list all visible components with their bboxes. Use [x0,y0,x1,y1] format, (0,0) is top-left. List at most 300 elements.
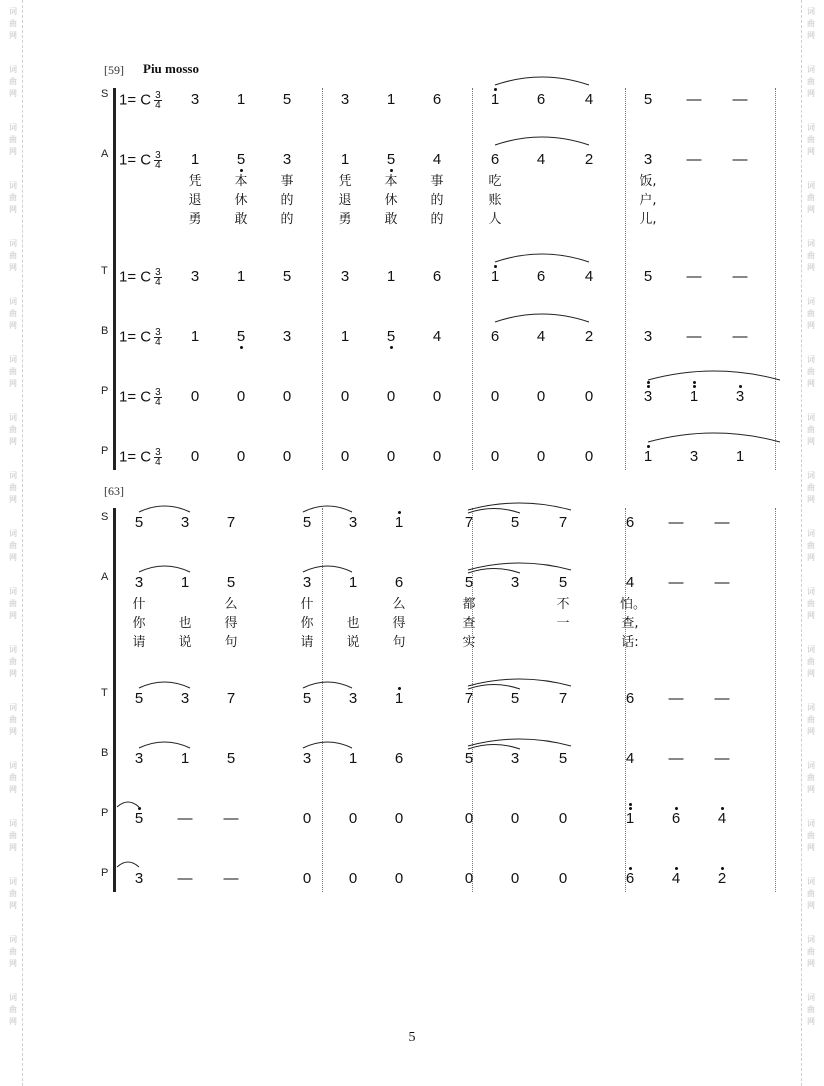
part-label: A [101,571,109,583]
watermark-char: 词 [807,645,815,654]
jianpu-note: 5 [464,574,474,591]
jianpu-note: 3 [340,91,350,108]
jianpu-note: — [686,151,702,168]
watermark-strip-right [801,0,820,1086]
jianpu-note: 4 [536,328,546,345]
lyric-syllable: 退 [338,193,352,208]
jianpu-note: 0 [386,388,396,405]
lyric-syllable: 么 [392,597,406,612]
time-denominator: 4 [155,160,161,171]
jianpu-note: 1 [389,690,409,708]
watermark-char: 词 [9,703,17,712]
jianpu-note: 1 [638,448,658,466]
jianpu-note: 5 [510,514,520,531]
lyric-syllable: 勇 [338,212,352,227]
lyric-syllable: 敢 [234,212,248,227]
jianpu-note: 3 [302,574,312,591]
jianpu-note: 6 [432,268,442,285]
watermark-strip-left [4,0,23,1086]
watermark-char: 词 [9,819,17,828]
watermark-group [807,528,815,564]
part-label: P [101,807,109,819]
watermark-char: 网 [807,843,815,852]
jianpu-note: 6 [666,810,686,828]
jianpu-note: 3 [348,690,358,707]
octave-dot-above [629,807,632,810]
jianpu-note: 4 [625,574,635,591]
jianpu-note: 0 [464,810,474,827]
watermark-group [9,876,17,912]
slur [468,503,571,510]
jianpu-note: 5 [643,268,653,285]
jianpu-note: 2 [584,151,594,168]
time-numerator: 3 [155,90,161,101]
watermark-char: 词 [807,587,815,596]
key-signature [119,388,162,407]
octave-dot-above [647,381,650,384]
key-signature [119,328,162,347]
jianpu-note: 6 [490,328,500,345]
watermark-group [807,64,815,100]
watermark-char: 词 [807,935,815,944]
jianpu-note: 3 [510,574,520,591]
jianpu-note: — [668,514,684,531]
watermark-char: 曲 [9,599,17,608]
watermark-char: 词 [9,123,17,132]
jianpu-note: 2 [584,328,594,345]
jianpu-note: — [732,328,748,345]
jianpu-note: 1 [485,91,505,109]
jianpu-note: 0 [302,810,312,827]
slur [139,742,190,748]
slur [468,739,571,746]
watermark-group [9,354,17,390]
jianpu-note: 5 [464,750,474,767]
watermark-char: 网 [9,669,17,678]
watermark-char: 词 [807,819,815,828]
jianpu-note: — [732,151,748,168]
lyric-syllable: 你 [300,616,314,631]
jianpu-note: 5 [558,574,568,591]
jianpu-note: 5 [282,268,292,285]
part-label: T [101,265,108,277]
jianpu-note: 3 [134,574,144,591]
watermark-char: 网 [9,263,17,272]
watermark-char: 网 [9,611,17,620]
watermark-char: 网 [807,727,815,736]
jianpu-note: 0 [394,870,404,887]
lyric-syllable: 查, [621,616,639,631]
jianpu-note: 4 [432,328,442,345]
key-text: 1= C [119,91,152,109]
lyric-syllable: 凭 [338,174,352,189]
slur [303,682,352,688]
watermark-char: 词 [9,297,17,306]
lyric-syllable: 查 [462,616,476,631]
measure-number: [59] [104,63,124,77]
key-text: 1= C [119,448,152,466]
lyric-syllable: 事 [430,174,444,189]
jianpu-note: 3 [180,514,190,531]
watermark-char: 曲 [807,309,815,318]
watermark-char: 曲 [9,1005,17,1014]
key-text: 1= C [119,328,152,346]
slur [495,314,589,322]
watermark-group [807,412,815,448]
watermark-char: 词 [9,935,17,944]
part-label: P [101,445,109,457]
watermark-group [9,6,17,42]
watermark-char: 词 [9,529,17,538]
time-numerator: 3 [155,327,161,338]
watermark-char: 曲 [807,889,815,898]
watermark-group [9,702,17,738]
slur [648,371,780,380]
watermark-char: 网 [807,495,815,504]
jianpu-note: 6 [536,268,546,285]
octave-dot-above [629,867,632,870]
barline [775,88,776,470]
slur [495,254,589,262]
jianpu-note: 5 [231,151,251,169]
jianpu-note: 0 [432,448,442,465]
time-numerator: 3 [155,387,161,398]
jianpu-note: 1 [389,514,409,532]
key-signature [119,268,162,287]
octave-dot-above [647,445,650,448]
watermark-char: 词 [9,993,17,1002]
part-label: P [101,385,109,397]
jianpu-note: 6 [536,91,546,108]
lyric-syllable: 请 [300,635,314,650]
jianpu-note: 6 [625,514,635,531]
octave-dot-above [721,807,724,810]
jianpu-note: 0 [490,388,500,405]
jianpu-note: 1 [348,750,358,767]
jianpu-note: 5 [134,514,144,531]
octave-dot-above [693,381,696,384]
jianpu-note: — [714,690,730,707]
jianpu-note: 5 [381,151,401,169]
jianpu-note: 6 [625,690,635,707]
watermark-char: 曲 [807,773,815,782]
jianpu-note: 0 [282,388,292,405]
jianpu-note: — [732,268,748,285]
watermark-char: 曲 [807,541,815,550]
watermark-char: 网 [9,553,17,562]
lyric-syllable: 么 [224,597,238,612]
jianpu-note: 0 [510,810,520,827]
jianpu-note: 1 [386,91,396,108]
watermark-char: 网 [9,89,17,98]
watermark-char: 词 [807,297,815,306]
octave-dot-above [398,511,401,514]
lyric-syllable: 事 [280,174,294,189]
slur [468,563,571,570]
watermark-char: 曲 [9,831,17,840]
jianpu-note: 0 [302,870,312,887]
jianpu-note: 6 [394,750,404,767]
lyric-syllable: 休 [384,193,398,208]
watermark-char: 网 [9,959,17,968]
lyric-syllable: 本 [384,174,398,189]
jianpu-note: 7 [464,514,474,531]
jianpu-note: 3 [643,151,653,168]
jianpu-note: 1 [236,268,246,285]
jianpu-note: 3 [282,328,292,345]
part-label: P [101,867,109,879]
octave-dot-above [647,385,650,388]
jianpu-note: 3 [180,690,190,707]
jianpu-note: 6 [394,574,404,591]
jianpu-note: 5 [226,750,236,767]
jianpu-note: 1 [386,268,396,285]
jianpu-note: 0 [536,388,546,405]
watermark-char: 词 [807,123,815,132]
watermark-char: 曲 [9,657,17,666]
jianpu-note: 1 [180,574,190,591]
time-denominator: 4 [155,277,161,288]
tempo-marking: Piu mosso [143,61,199,76]
jianpu-note: 5 [302,514,312,531]
jianpu-note: — [714,574,730,591]
lyric-syllable: 吃 [488,174,502,189]
jianpu-note: — [686,268,702,285]
watermark-char: 词 [9,7,17,16]
watermark-char: 网 [9,437,17,446]
slur [495,137,589,145]
lyric-syllable: 实 [462,635,476,650]
key-signature [119,91,162,110]
octave-dot-above [138,807,141,810]
watermark-group [807,702,815,738]
watermark-group [807,296,815,332]
watermark-char: 曲 [9,541,17,550]
watermark-char: 词 [9,65,17,74]
watermark-char: 曲 [807,77,815,86]
watermark-char: 网 [9,901,17,910]
watermark-char: 曲 [9,135,17,144]
watermark-char: 曲 [807,657,815,666]
watermark-char: 网 [807,31,815,40]
jianpu-note: — [714,514,730,531]
jianpu-note: 4 [584,91,594,108]
watermark-char: 词 [807,413,815,422]
watermark-char: 曲 [9,715,17,724]
key-signature [119,448,162,467]
watermark-char: 曲 [807,367,815,376]
watermark-group [9,238,17,274]
jianpu-note: 3 [302,750,312,767]
watermark-group [807,586,815,622]
time-signature [154,268,162,287]
lyric-syllable: 本 [234,174,248,189]
octave-dot-above [739,385,742,388]
jianpu-note: 4 [536,151,546,168]
jianpu-note: 3 [340,268,350,285]
watermark-group [9,586,17,622]
jianpu-note: 0 [584,388,594,405]
watermark-group [9,644,17,680]
jianpu-note: 1 [348,574,358,591]
jianpu-note: 1 [485,268,505,286]
watermark-char: 曲 [9,19,17,28]
key-text: 1= C [119,151,152,169]
lyric-syllable: 休 [234,193,248,208]
jianpu-note: 0 [386,448,396,465]
lyric-syllable: 退 [188,193,202,208]
lyric-syllable: 得 [392,616,406,631]
watermark-char: 曲 [9,367,17,376]
jianpu-note: 0 [190,388,200,405]
lyric-syllable: 的 [280,193,294,208]
lyric-syllable: 饭, [639,174,657,189]
slur [648,433,780,442]
watermark-group [807,818,815,854]
jianpu-note: — [668,750,684,767]
lyric-syllable: 一 [556,616,570,631]
jianpu-note: 3 [638,388,658,406]
jianpu-note: 0 [464,870,474,887]
octave-dot-above [494,88,497,91]
barline [472,88,473,470]
watermark-char: 曲 [807,425,815,434]
lyric-syllable: 儿, [639,212,657,227]
jianpu-note: 5 [643,91,653,108]
watermark-char: 曲 [9,251,17,260]
watermark-group [807,354,815,390]
lyric-syllable: 凭 [188,174,202,189]
watermark-char: 网 [9,31,17,40]
part-label: S [101,511,109,523]
jianpu-note: 5 [558,750,568,767]
octave-dot-above [629,803,632,806]
watermark-char: 词 [9,587,17,596]
jianpu-note: 2 [712,870,732,888]
jianpu-note: — [732,91,748,108]
jianpu-note: 7 [226,514,236,531]
barline [322,88,323,470]
jianpu-note: — [223,870,239,887]
jianpu-note: 5 [282,91,292,108]
time-signature [154,151,162,170]
jianpu-note: 3 [730,388,750,406]
octave-dot-above [675,867,678,870]
watermark-char: 词 [807,529,815,538]
jianpu-note: 5 [129,810,149,828]
jianpu-note: 3 [689,448,699,465]
slur [468,569,520,574]
jianpu-note: 0 [536,448,546,465]
watermark-group [9,992,17,1028]
watermark-char: 网 [807,901,815,910]
watermark-char: 曲 [9,309,17,318]
watermark-char: 网 [9,1017,17,1026]
watermark-char: 网 [9,321,17,330]
watermark-char: 词 [807,355,815,364]
watermark-char: 曲 [807,599,815,608]
lyric-syllable: 也 [346,616,360,631]
jianpu-note: 3 [282,151,292,168]
lyric-syllable: 话: [621,635,639,650]
watermark-char: 曲 [9,889,17,898]
slur [468,509,520,514]
watermark-char: 词 [807,7,815,16]
part-label: A [101,148,109,160]
jianpu-note: 1 [190,328,200,345]
watermark-char: 曲 [807,483,815,492]
jianpu-note: 3 [510,750,520,767]
watermark-group [807,760,815,796]
slur [117,802,139,807]
jianpu-note: 4 [666,870,686,888]
watermark-group [9,760,17,796]
time-signature [154,448,162,467]
jianpu-note: 1 [684,388,704,406]
lyric-syllable: 说 [178,635,192,650]
jianpu-note: 0 [490,448,500,465]
watermark-char: 网 [9,495,17,504]
lyric-syllable: 你 [132,616,146,631]
watermark-char: 词 [9,645,17,654]
watermark-char: 词 [807,65,815,74]
jianpu-note: — [177,810,193,827]
jianpu-note: 1 [340,328,350,345]
watermark-char: 词 [807,471,815,480]
watermark-char: 词 [807,877,815,886]
watermark-char: 曲 [9,425,17,434]
lyric-syllable: 得 [224,616,238,631]
time-numerator: 3 [155,267,161,278]
watermark-group [807,122,815,158]
jianpu-note: — [668,690,684,707]
lyric-syllable: 的 [430,212,444,227]
time-denominator: 4 [155,457,161,468]
watermark-char: 网 [9,843,17,852]
lyric-syllable: 人 [488,212,502,227]
watermark-group [9,934,17,970]
jianpu-note: 0 [340,388,350,405]
jianpu-note: 6 [490,151,500,168]
slur [139,506,190,512]
watermark-group [9,296,17,332]
jianpu-note: 5 [302,690,312,707]
lyric-syllable: 请 [132,635,146,650]
watermark-char: 词 [807,761,815,770]
system-bracket [113,508,116,892]
slur [495,77,589,85]
time-numerator: 3 [155,447,161,458]
jianpu-note: 0 [282,448,292,465]
part-label: B [101,325,109,337]
watermark-char: 网 [807,669,815,678]
jianpu-note: 5 [381,328,401,346]
watermark-group [807,644,815,680]
octave-dot-above [494,265,497,268]
watermark-char: 网 [807,959,815,968]
watermark-char: 词 [9,761,17,770]
watermark-char: 曲 [807,19,815,28]
watermark-char: 曲 [807,715,815,724]
jianpu-note: 4 [432,151,442,168]
jianpu-note: 3 [643,328,653,345]
time-signature [154,388,162,407]
watermark-group [807,934,815,970]
jianpu-note: — [177,870,193,887]
watermark-char: 网 [807,437,815,446]
lyric-syllable: 说 [346,635,360,650]
watermark-group [807,180,815,216]
